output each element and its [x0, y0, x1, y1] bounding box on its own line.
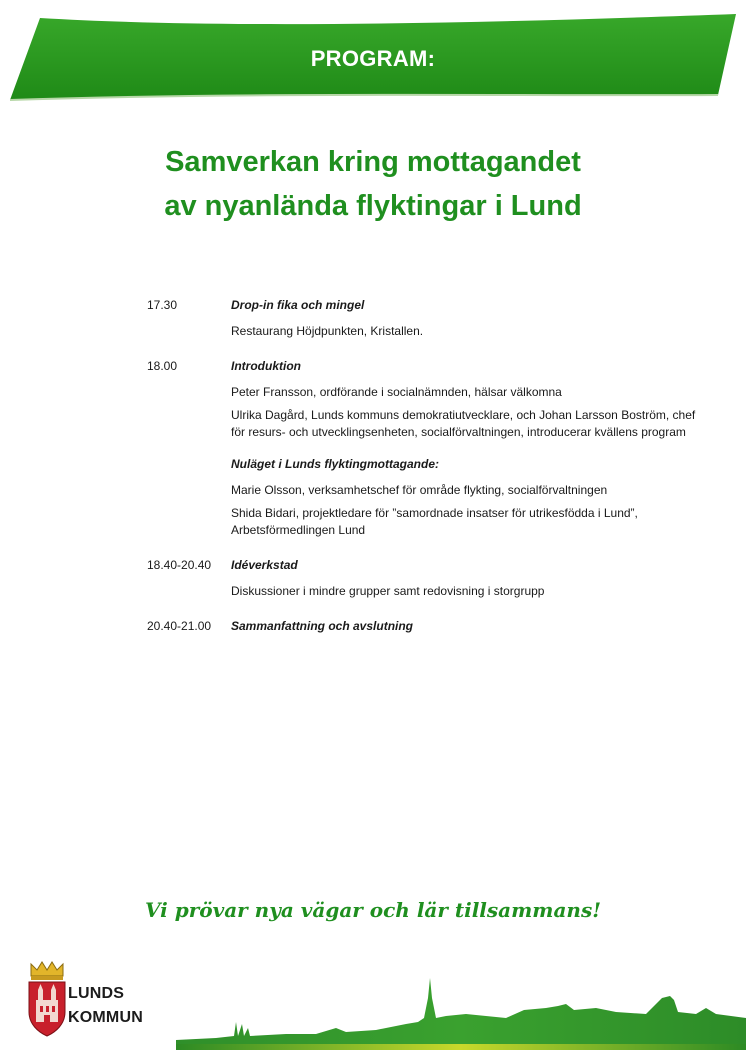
logo-text-line-2: KOMMUN [68, 1009, 143, 1026]
agenda-heading: Drop-in fika och mingel [231, 298, 365, 312]
logo-text-line-1: LUNDS [68, 985, 125, 1002]
event-title [0, 140, 746, 228]
agenda-description: Ulrika Dagård, Lunds kommuns demokratiutvecklare, och Johan Larsson Boström, chef för resurs- och utvecklingsenheten, socialförvaltningen, introducerar kvällens program [231, 408, 696, 439]
agenda-description: Shida Bidari, projektledare för ”samordnade insatser för utrikesfödda i Lund”, Arbetsförmedlingen Lund [231, 506, 638, 537]
banner-title: PROGRAM: [310, 46, 436, 71]
lunds-kommun-logo [26, 960, 176, 1038]
event-title-line-2: av nyanlända flyktingar i Lund [164, 190, 582, 222]
agenda-item [147, 358, 707, 539]
agenda-heading: Sammanfattning och avslutning [231, 619, 414, 633]
agenda-description: Diskussioner i mindre grupper samt redovisning i storgrupp [231, 584, 545, 598]
coat-of-arms-icon [26, 960, 68, 1038]
agenda-subheading: Nuläget i Lunds flyktingmottagande: [231, 457, 440, 471]
event-title-line-1: Samverkan kring mottagandet [165, 146, 581, 178]
agenda-time: 18.40-20.40 [147, 558, 212, 572]
agenda-item [147, 618, 707, 635]
agenda-time: 20.40-21.00 [147, 619, 212, 633]
agenda-time: 18.00 [147, 359, 178, 373]
agenda-item [147, 297, 707, 340]
slogan: Vi prövar nya vägar och lär tillsammans! [145, 898, 601, 922]
agenda-description: Restaurang Höjdpunkten, Kristallen. [231, 324, 424, 338]
agenda-time: 17.30 [147, 298, 178, 312]
agenda-item [147, 557, 707, 600]
agenda-description: Peter Fransson, ordförande i socialnämnden, hälsar välkomna [231, 385, 562, 399]
agenda-description: Marie Olsson, verksamhetschef för område flykting, socialförvaltningen [231, 483, 608, 497]
program-banner [0, 0, 746, 110]
agenda-heading: Idéverkstad [231, 558, 298, 572]
city-skyline [176, 978, 746, 1056]
agenda-heading: Introduktion [231, 359, 301, 373]
skyline-graphic [176, 978, 746, 1056]
agenda [147, 297, 707, 635]
